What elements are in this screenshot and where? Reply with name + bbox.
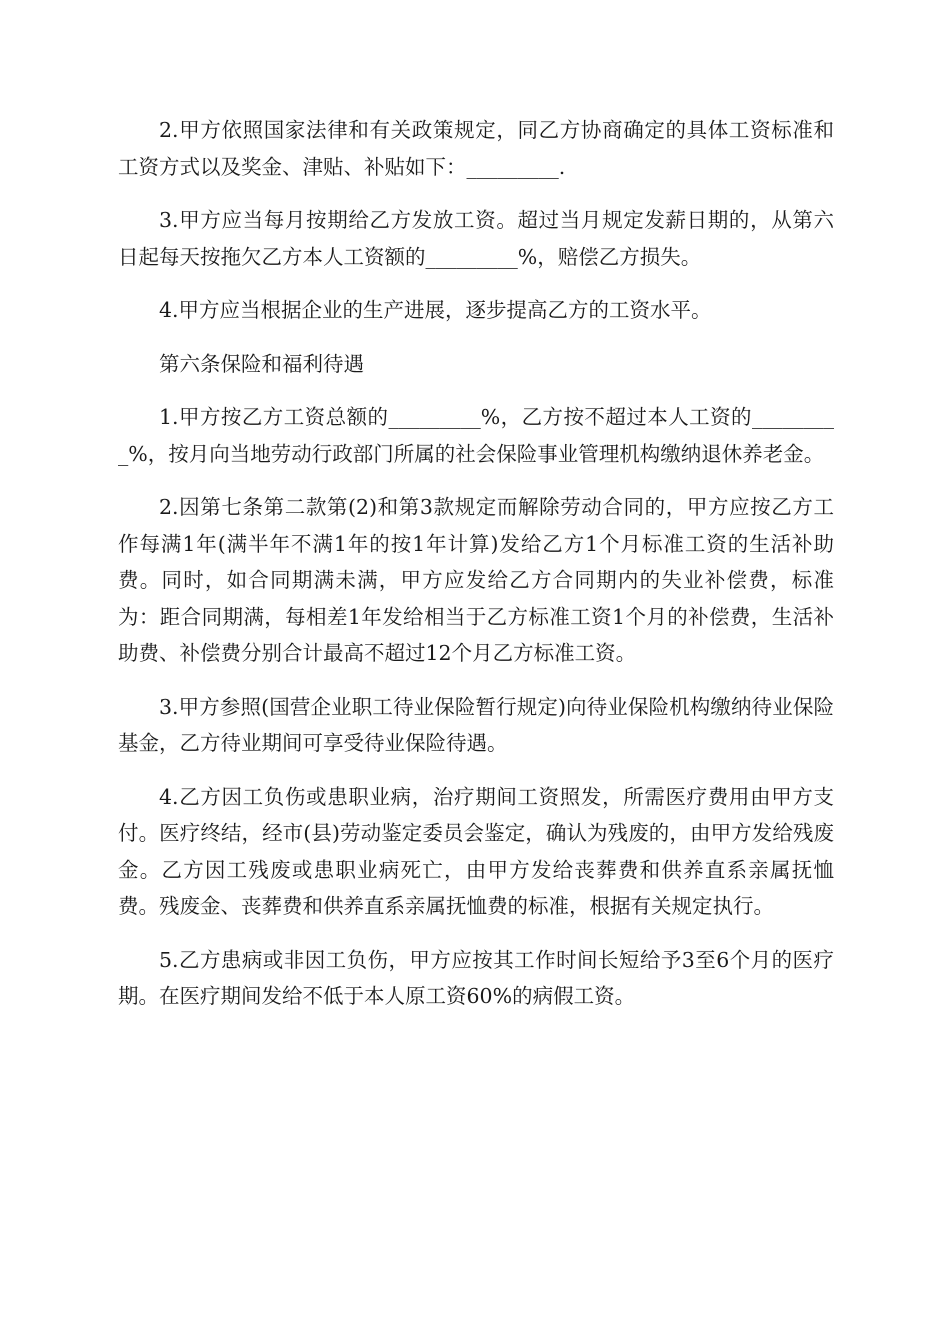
section-heading-insurance: 第六条保险和福利待遇 (159, 351, 364, 376)
paragraph-wage-increase: 4.甲方应当根据企业的生产进展，逐步提高乙方的工资水平。 (159, 298, 712, 322)
paragraph-pension: 1.甲方按乙方工资总额的_________%，乙方按不超过本人工资的_________%，按月向当地劳动行政部门所属的社会保险事业管理机构缴纳退休养老金。 (118, 405, 834, 466)
document-body (118, 112, 834, 1032)
paragraph-unemployment-insurance: 3.甲方参照(国营企业职工待业保险暂行规定)向待业保险机构缴纳待业保险基金，乙方待业期间可享受待业保险待遇。 (118, 694, 834, 755)
paragraph-termination-subsidy: 2.因第七条第二款第(2)和第3款规定而解除劳动合同的，甲方应按乙方工作每满1年(满半年不满1年的按1年计算)发给乙方1个月标准工资的生活补助费。同时，如合同期满未满，甲方应发给乙方合同期内的失业补偿费，标准为：距合同期满，每相差1年发给相当于乙方标准工资1个月的补偿费，生活补助费、补偿费分别合计最高不超过12个月乙方标准工资。 (118, 495, 834, 665)
paragraph-work-injury: 4.乙方因工负伤或患职业病，治疗期间工资照发，所需医疗费用由甲方支付。医疗终结，经市(县)劳动鉴定委员会鉴定，确认为残废的，由甲方发给残废金。乙方因工残废或患职业病死亡，由甲方发给丧葬费和供养直系亲属抚恤费。残废金、丧葬费和供养直系亲属抚恤费的标准，根据有关规定执行。 (118, 784, 834, 918)
paragraph-wage-standard: 2.甲方依照国家法律和有关政策规定，同乙方协商确定的具体工资标准和工资方式以及奖金、津贴、补贴如下：_________. (118, 118, 834, 179)
paragraph-wage-payment: 3.甲方应当每月按期给乙方发放工资。超过当月规定发薪日期的，从第六日起每天按拖欠乙方本人工资额的_________%，赔偿乙方损失。 (118, 208, 834, 269)
paragraph-sick-leave: 5.乙方患病或非因工负伤，甲方应按其工作时间长短给予3至6个月的医疗期。在医疗期间发给不低于本人原工资60%的病假工资。 (118, 947, 834, 1008)
